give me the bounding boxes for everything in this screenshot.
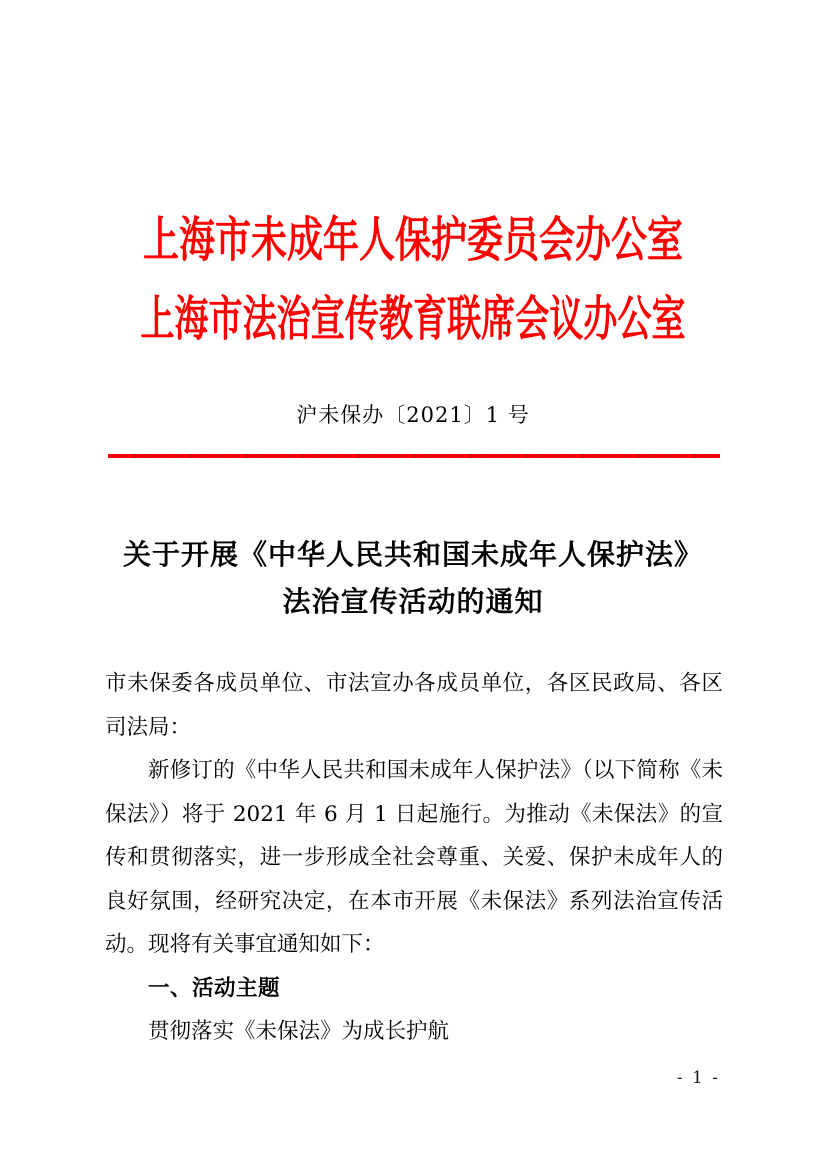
issuer-line-1: 上海市未成年人保护委员会办公室 (142, 212, 683, 268)
issuer-line-2: 上海市法治宣传教育联席会议办公室 (140, 291, 686, 347)
doc-number: 沪未保办〔2021〕1 号 (296, 403, 530, 427)
red-divider-rule (108, 454, 720, 458)
page-number: - 1 - (676, 1068, 720, 1088)
notice-title-line-1: 关于开展《中华人民共和国未成年人保护法》 (122, 538, 703, 571)
notice-title (0, 531, 826, 625)
intro-paragraph: 新修订的《中华人民共和国未成年人保护法》（以下简称《未保法》）将于 2021 年 6 月 1 日起施行。为推动《未保法》的宣传和贯彻落实，进一步形成全社会尊重、关爱、保护未成年人的良好氛围，经研究决定，在本市开展《未保法》系列法治宣传活动。现将有关事宜通知如下： (105, 758, 723, 957)
salutation: 市未保委各成员单位、市法宣办各成员单位，各区民政局、各区司法局： (105, 671, 723, 740)
section-1-heading: 一、活动主题 (148, 975, 281, 1001)
letterhead (0, 201, 826, 359)
section-1-body: 贯彻落实《未保法》为成长护航 (148, 1019, 450, 1044)
notice-title-line-2: 法治宣传活动的通知 (282, 585, 544, 618)
notice-body (105, 662, 723, 1054)
